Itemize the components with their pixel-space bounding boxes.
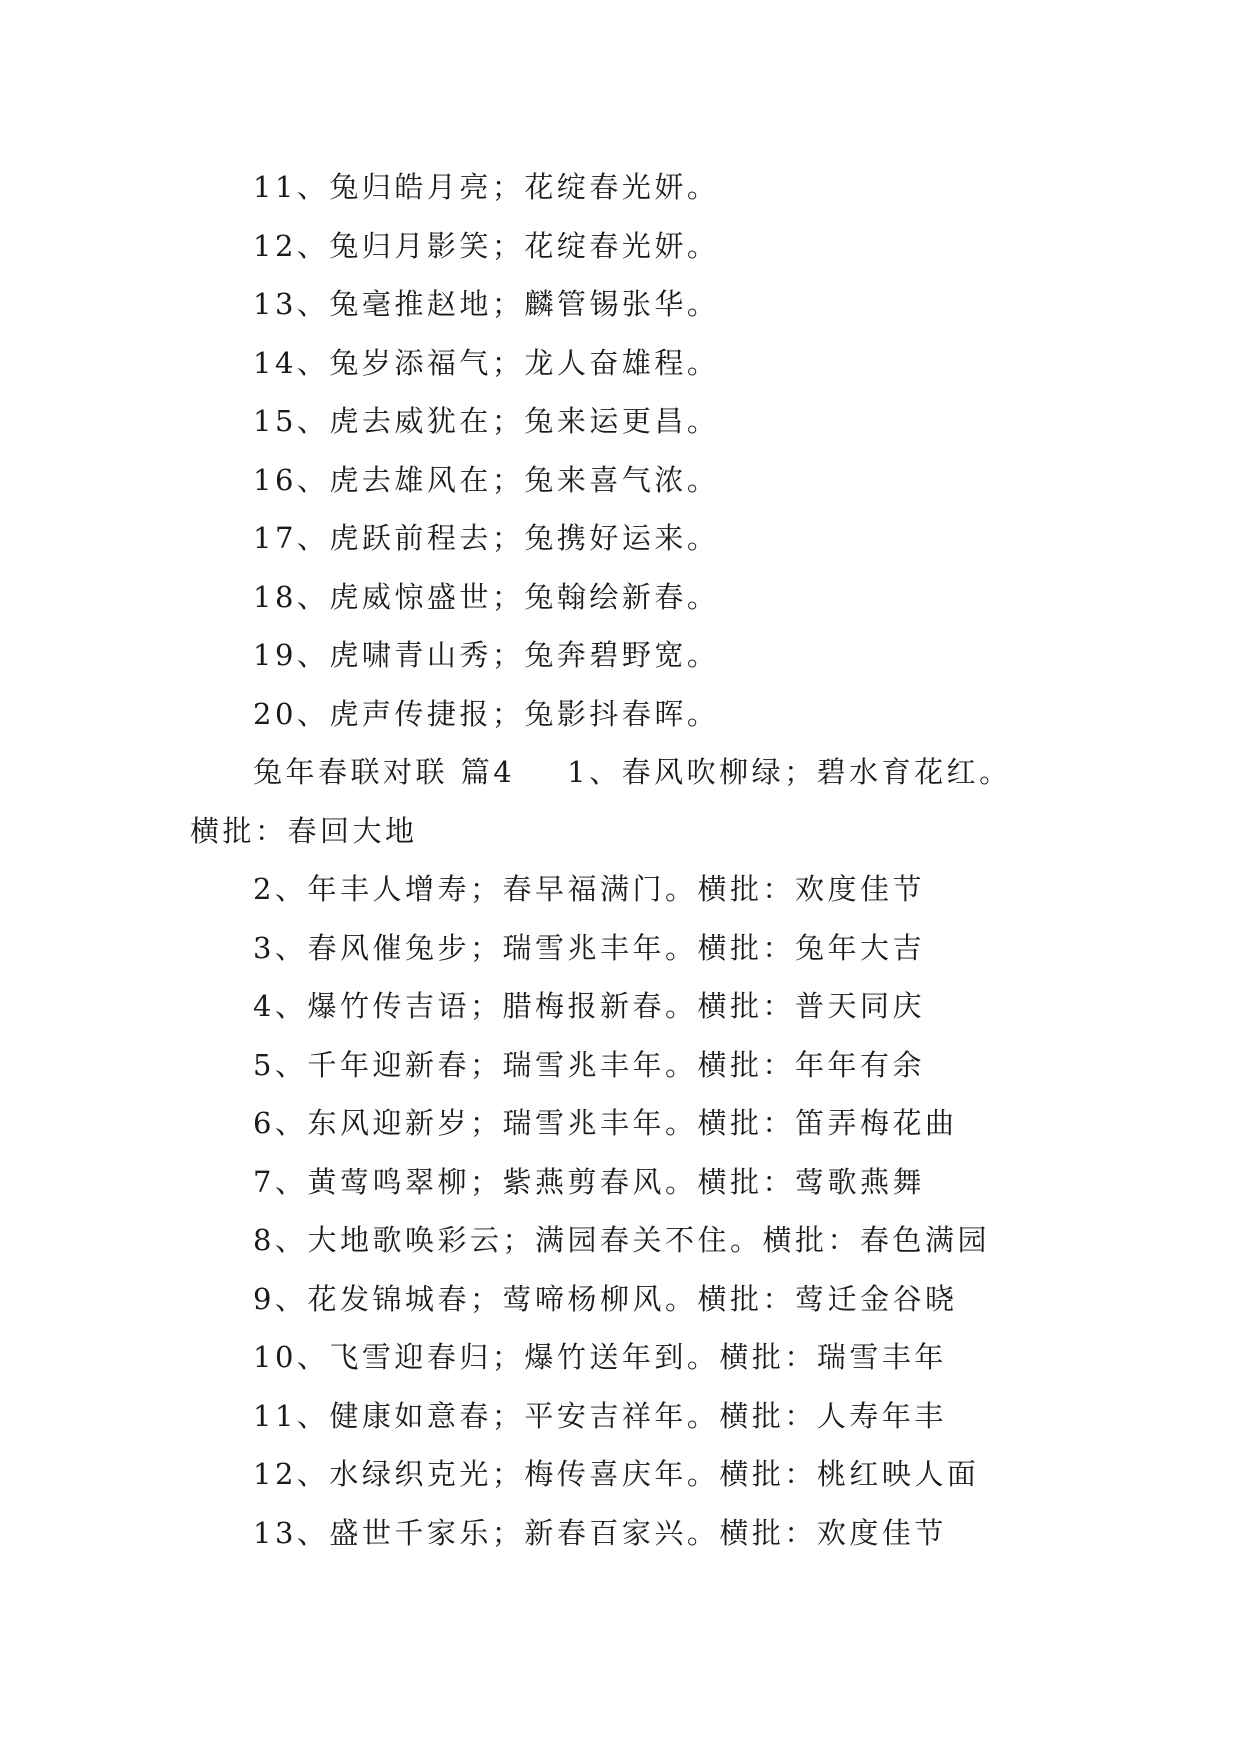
couplet-line: 20、虎声传捷报；兔影抖春晖。: [253, 696, 720, 731]
couplet-line: 13、盛世千家乐；新春百家兴。横批：欢度佳节: [253, 1515, 947, 1550]
couplet-line-continuation: 横批：春回大地: [190, 813, 418, 848]
couplet-line: 18、虎威惊盛世；兔翰绘新春。: [253, 579, 720, 614]
section-heading-line: [190, 743, 1090, 802]
couplet-line: 12、兔归月影笑；花绽春光妍。: [253, 228, 720, 263]
section-heading: 兔年春联对联 篇4: [253, 755, 516, 789]
couplet-line: 4、爆竹传吉语；腊梅报新春。横批：普天同庆: [253, 989, 925, 1023]
couplet-first-item: 1、春风吹柳绿；碧水育花红。: [567, 755, 1012, 789]
couplet-line: 10、飞雪迎春归；爆竹送年到。横批：瑞雪丰年: [253, 1340, 947, 1374]
couplet-line: 9、花发锦城春；莺啼杨柳风。横批：莺迁金谷晓: [253, 1281, 958, 1316]
couplet-line: 7、黄莺鸣翠柳；紫燕剪春风。横批：莺歌燕舞: [253, 1164, 925, 1199]
couplet-line: 11、兔归皓月亮；花绽春光妍。: [253, 170, 720, 204]
couplet-line: 16、虎去雄风在；兔来喜气浓。: [253, 462, 720, 497]
couplet-line: 11、健康如意春；平安吉祥年。横批：人寿年丰: [253, 1398, 947, 1433]
couplet-line: 2、年丰人增寿；春早福满门。横批：欢度佳节: [253, 872, 925, 906]
couplet-line: 17、虎跃前程去；兔携好运来。: [253, 521, 720, 555]
couplet-line: 8、大地歌唤彩云；满园春关不住。横批：春色满园: [253, 1223, 990, 1257]
couplet-line: 15、虎去威犹在；兔来运更昌。: [253, 404, 720, 438]
couplet-line: 3、春风催兔步；瑞雪兆丰年。横批：兔年大吉: [253, 930, 925, 965]
couplet-line: 19、虎啸青山秀；兔奔碧野宽。: [253, 638, 720, 672]
document-body: [190, 158, 1090, 1562]
couplet-line: 14、兔岁添福气；龙人奋雄程。: [253, 345, 720, 380]
couplet-line: 6、东风迎新岁；瑞雪兆丰年。横批：笛弄梅花曲: [253, 1106, 958, 1140]
couplet-line: 12、水绿织克光；梅传喜庆年。横批：桃红映人面: [253, 1457, 980, 1491]
couplet-line: 5、千年迎新春；瑞雪兆丰年。横批：年年有余: [253, 1047, 925, 1082]
couplet-line: 13、兔毫推赵地；麟管锡张华。: [253, 287, 720, 321]
